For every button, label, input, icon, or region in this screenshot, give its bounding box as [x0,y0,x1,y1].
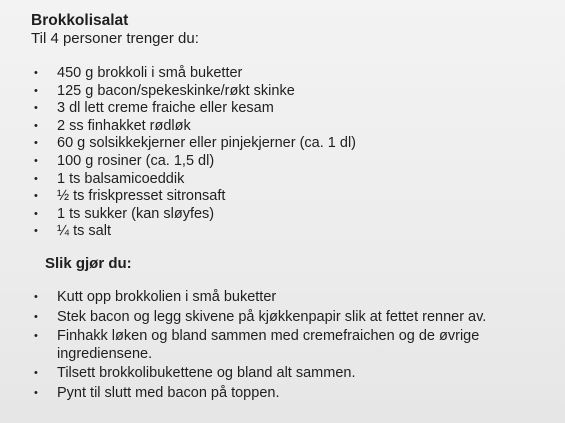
bullet-icon: • [34,190,38,203]
method-step-text: Pynt til slutt med bacon på toppen. [57,384,280,401]
ingredient-text: 60 g solsikkekjerner eller pinjekjerner (ca. 1 dl) [57,135,356,152]
ingredient-item [31,188,545,206]
ingredient-item [31,171,545,189]
ingredient-item [31,206,545,224]
method-heading: Slik gjør du: [45,254,132,272]
ingredient-item [31,223,545,241]
ingredient-text: 1 ts sukker (kan sløyfes) [57,205,215,222]
method-step [31,309,545,327]
method-step-text: Finhakk løken og bland sammen med cremefraichen og de øvrige ingrediensene. [57,328,480,362]
ingredient-item [31,83,545,101]
method-step [31,289,545,307]
bullet-icon: • [34,310,38,323]
ingredient-text: 125 g bacon/spekeskinke/røkt skinke [57,82,295,99]
recipe-title: Brokkolisalat [31,12,129,29]
ingredient-text: 2 ss finhakket rødløk [57,117,191,134]
bullet-icon: • [34,225,38,238]
method-step-text: Stek bacon og legg skivene på kjøkkenpapir slik at fettet renner av. [57,308,487,325]
bullet-icon: • [34,386,38,399]
method-step-text: Tilsett brokkolibukettene og bland alt sammen. [57,365,356,382]
bullet-icon: • [34,290,38,303]
bullet-icon: • [34,172,38,185]
bullet-icon: • [34,119,38,132]
method-step-list [31,289,545,403]
method-step [31,365,545,383]
ingredient-text: 1 ts balsamicoeddik [57,170,185,187]
method-step [31,328,545,363]
bullet-icon: • [34,207,38,220]
ingredient-item [31,135,545,153]
servings-line: Til 4 personer trenger du: [31,30,199,47]
ingredient-item [31,65,545,83]
ingredient-text: ¼ ts salt [57,223,111,240]
bullet-icon: • [34,67,38,79]
bullet-icon: • [34,137,38,150]
ingredient-text: ½ ts friskpresset sitronsaft [57,188,226,205]
ingredient-text: 3 dl lett creme fraiche eller kesam [57,100,274,117]
bullet-icon: • [34,330,38,343]
bullet-icon: • [34,84,38,97]
ingredient-text: 100 g rosiner (ca. 1,5 dl) [57,152,215,169]
method-step [31,385,545,403]
bullet-icon: • [34,102,38,115]
ingredient-item [31,153,545,171]
method-step-text: Kutt opp brokkolien i små buketter [57,288,277,305]
bullet-icon: • [34,367,38,380]
ingredient-list [31,65,545,241]
bullet-icon: • [34,154,38,167]
ingredient-item [31,100,545,118]
ingredient-item [31,118,545,136]
ingredient-text: 450 g brokkoli i små buketter [57,65,243,81]
